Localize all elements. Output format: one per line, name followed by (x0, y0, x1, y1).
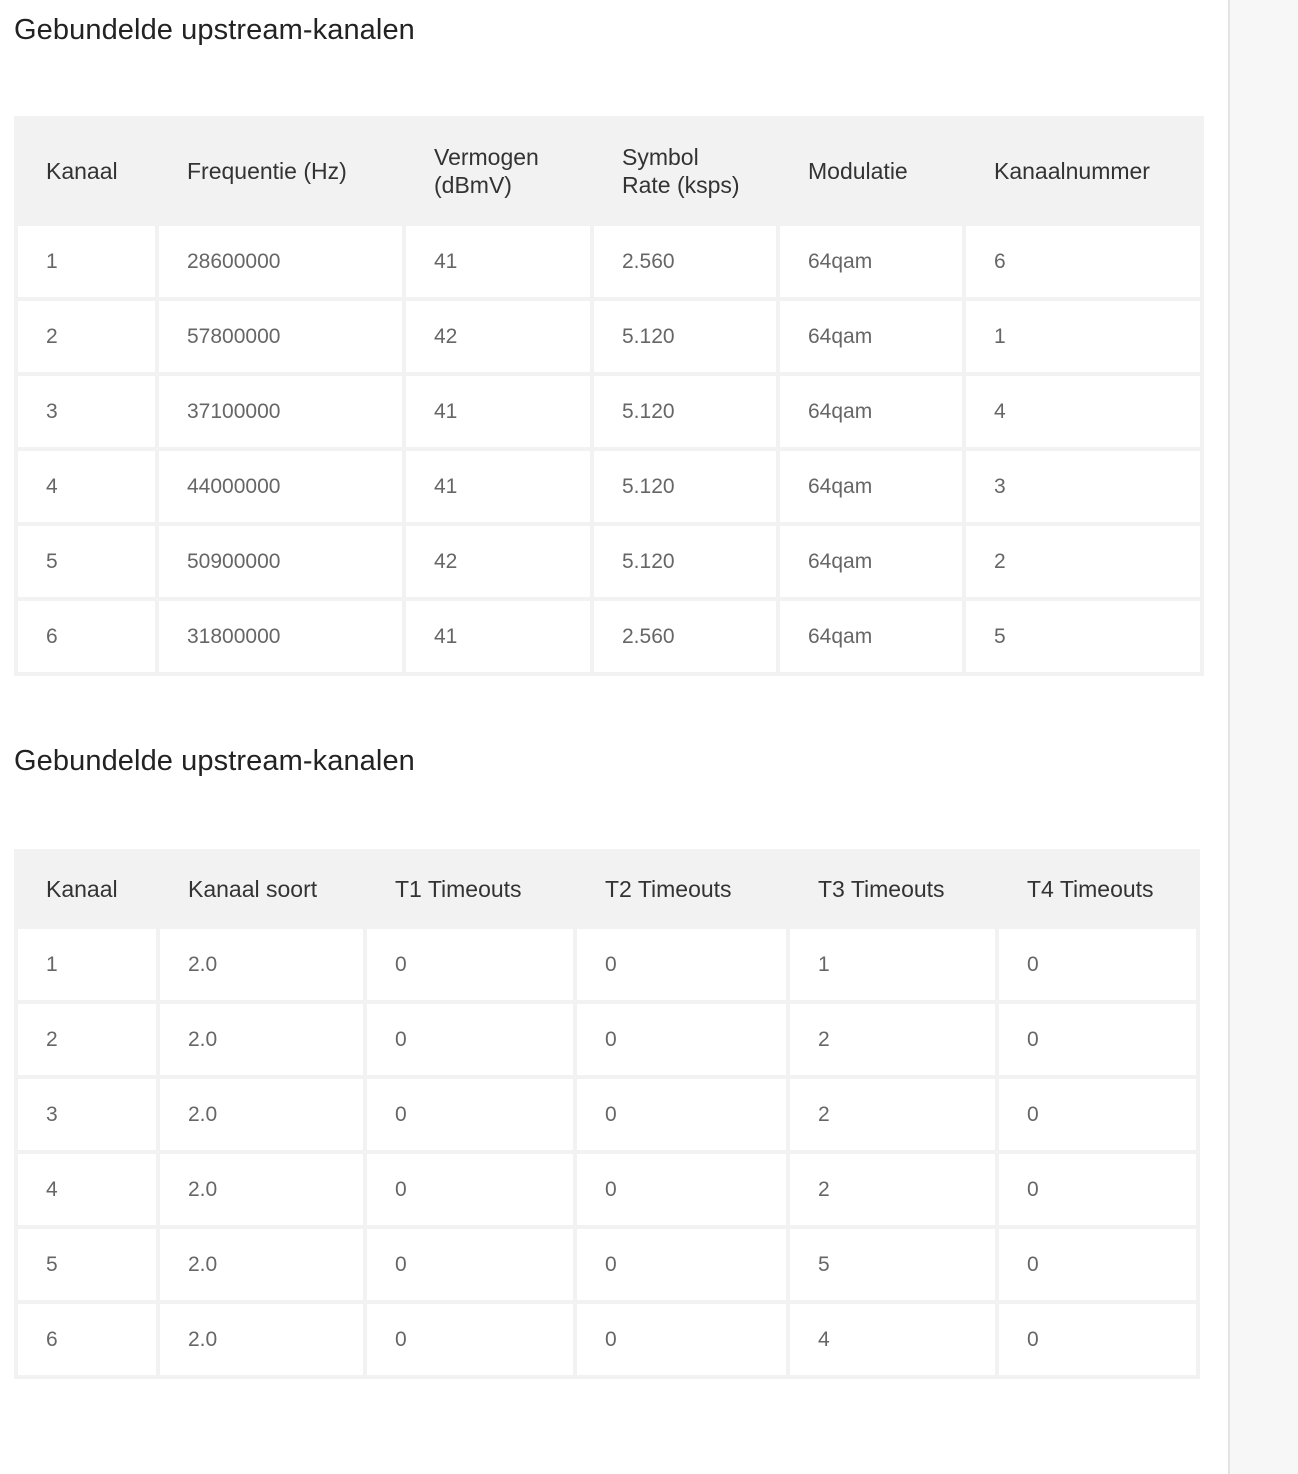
table-cell: 4 (18, 1154, 156, 1225)
table-cell: 0 (577, 1229, 786, 1300)
table-cell: 2.0 (160, 1229, 363, 1300)
table-cell: 0 (999, 1154, 1196, 1225)
table-cell: 50900000 (159, 526, 402, 597)
column-header-t2-timeouts: T2 Timeouts (577, 853, 786, 925)
upstream-timeouts-table-body (18, 929, 1196, 1375)
table-cell: 0 (367, 1304, 573, 1375)
column-header-vermogen (406, 120, 590, 222)
table-cell: 64qam (780, 376, 962, 447)
table-header-row (18, 853, 1196, 925)
table-row (18, 1229, 1196, 1300)
table-cell: 2.0 (160, 1004, 363, 1075)
table-cell: 37100000 (159, 376, 402, 447)
upstream-channels-table (14, 116, 1204, 676)
table-cell: 41 (406, 226, 590, 297)
column-header-t3-timeouts: T3 Timeouts (790, 853, 995, 925)
table-cell: 2 (18, 301, 155, 372)
table-cell: 3 (18, 376, 155, 447)
table-cell: 41 (406, 451, 590, 522)
column-header-vermogen-label: Vermogen (dBmV) (434, 144, 539, 198)
table-cell: 2.560 (594, 601, 776, 672)
upstream-channels-table-body (18, 226, 1200, 672)
table-row (18, 1304, 1196, 1375)
table-cell: 0 (367, 1004, 573, 1075)
table-cell: 0 (367, 929, 573, 1000)
table-cell: 41 (406, 376, 590, 447)
table-row (18, 526, 1200, 597)
table-cell: 0 (999, 1004, 1196, 1075)
table-cell: 5 (18, 1229, 156, 1300)
table-row (18, 376, 1200, 447)
table-cell: 0 (999, 929, 1196, 1000)
table-row (18, 1079, 1196, 1150)
table-cell: 1 (790, 929, 995, 1000)
table-cell: 1 (18, 929, 156, 1000)
table-cell: 1 (18, 226, 155, 297)
table-row (18, 1154, 1196, 1225)
table-cell: 2.0 (160, 1154, 363, 1225)
table-cell: 5.120 (594, 376, 776, 447)
table-cell: 0 (367, 1229, 573, 1300)
table-cell: 5 (790, 1229, 995, 1300)
column-header-t4-timeouts: T4 Timeouts (999, 853, 1196, 925)
table-cell: 4 (18, 451, 155, 522)
table-cell: 2.0 (160, 1304, 363, 1375)
column-header-kanaal: Kanaal (18, 853, 156, 925)
table-cell: 1 (966, 301, 1200, 372)
table-cell: 2.0 (160, 1079, 363, 1150)
table-cell: 57800000 (159, 301, 402, 372)
table-cell: 2 (790, 1079, 995, 1150)
table-cell: 5.120 (594, 301, 776, 372)
table-cell: 0 (577, 1079, 786, 1150)
table-cell: 3 (18, 1079, 156, 1150)
table-row (18, 301, 1200, 372)
table-cell: 3 (966, 451, 1200, 522)
table-cell: 5 (966, 601, 1200, 672)
table-cell: 0 (577, 1304, 786, 1375)
table-cell: 2 (18, 1004, 156, 1075)
upstream-timeouts-table (14, 849, 1200, 1379)
table-cell: 31800000 (159, 601, 402, 672)
column-header-frequentie: Frequentie (Hz) (159, 120, 402, 222)
table-cell: 6 (18, 1304, 156, 1375)
table-cell: 64qam (780, 526, 962, 597)
table-cell: 64qam (780, 601, 962, 672)
table-cell: 6 (966, 226, 1200, 297)
table-cell: 0 (999, 1079, 1196, 1150)
table-cell: 6 (18, 601, 155, 672)
column-header-kanaal-soort: Kanaal soort (160, 853, 363, 925)
column-header-kanaal: Kanaal (18, 120, 155, 222)
table-header-row (18, 120, 1200, 222)
table-row (18, 1004, 1196, 1075)
table-cell: 28600000 (159, 226, 402, 297)
table-row (18, 601, 1200, 672)
table-cell: 4 (966, 376, 1200, 447)
column-header-t1-timeouts: T1 Timeouts (367, 853, 573, 925)
table-cell: 2 (790, 1154, 995, 1225)
table-cell: 0 (367, 1154, 573, 1225)
table-cell: 2 (966, 526, 1200, 597)
table-cell: 0 (999, 1304, 1196, 1375)
column-header-modulatie: Modulatie (780, 120, 962, 222)
table-cell: 42 (406, 301, 590, 372)
table-cell: 42 (406, 526, 590, 597)
column-header-symbol-rate (594, 120, 776, 222)
table-row (18, 226, 1200, 297)
table-cell: 0 (577, 929, 786, 1000)
table-cell: 0 (999, 1229, 1196, 1300)
table-cell: 64qam (780, 301, 962, 372)
table-cell: 44000000 (159, 451, 402, 522)
column-header-kanaalnummer: Kanaalnummer (966, 120, 1200, 222)
table-cell: 64qam (780, 226, 962, 297)
table-cell: 2 (790, 1004, 995, 1075)
table-cell: 64qam (780, 451, 962, 522)
section-title-upstream-channels: Gebundelde upstream-kanalen (14, 14, 415, 46)
table-cell: 0 (577, 1154, 786, 1225)
table-row (18, 451, 1200, 522)
table-cell: 41 (406, 601, 590, 672)
table-cell: 5.120 (594, 451, 776, 522)
table-cell: 5.120 (594, 526, 776, 597)
table-cell: 0 (577, 1004, 786, 1075)
table-cell: 2.560 (594, 226, 776, 297)
table-cell: 2.0 (160, 929, 363, 1000)
section-title-upstream-timeouts: Gebundelde upstream-kanalen (14, 745, 415, 777)
right-panel (1230, 0, 1298, 1474)
table-cell: 5 (18, 526, 155, 597)
table-cell: 4 (790, 1304, 995, 1375)
column-header-symbol-rate-label: Symbol Rate (ksps) (622, 144, 740, 198)
table-row (18, 929, 1196, 1000)
table-cell: 0 (367, 1079, 573, 1150)
